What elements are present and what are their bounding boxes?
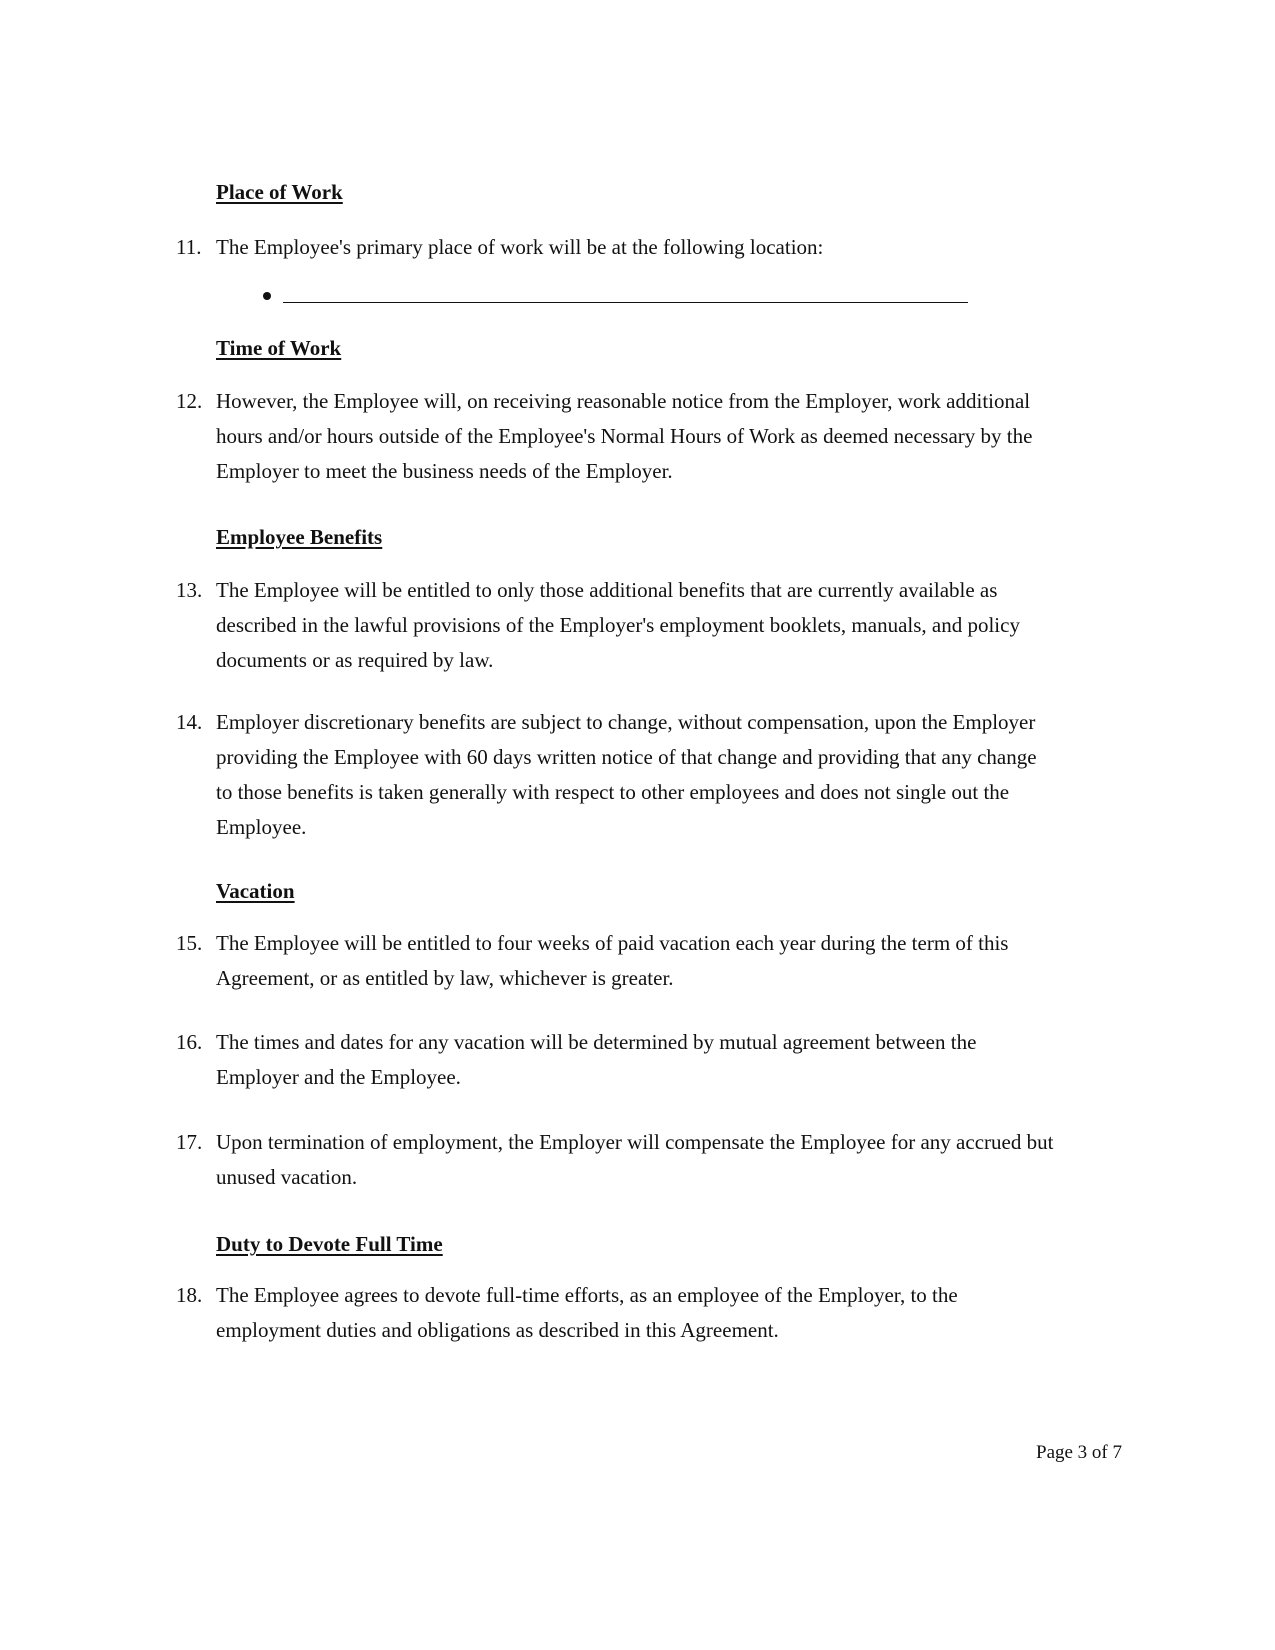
clause-text-line: documents or as required by law. bbox=[216, 648, 494, 672]
clause-text-line: providing the Employee with 60 days written notice of that change and providing that any change bbox=[216, 745, 1037, 769]
clause-12 bbox=[176, 384, 1136, 489]
clause-text-line: Employee. bbox=[216, 815, 307, 839]
clause-number: 13. bbox=[176, 578, 203, 602]
section-heading-duty-to-devote-full-time: Duty to Devote Full Time bbox=[216, 1232, 443, 1256]
clause-14 bbox=[176, 705, 1136, 845]
section-heading-time-of-work: Time of Work bbox=[216, 336, 342, 360]
clause-number: 14. bbox=[176, 710, 203, 734]
blank-underline bbox=[283, 302, 968, 303]
clause-number: 17. bbox=[176, 1130, 203, 1154]
clause-15 bbox=[176, 926, 1136, 996]
clause-number: 18. bbox=[176, 1283, 203, 1307]
clause-16 bbox=[176, 1025, 1136, 1095]
clause-18 bbox=[176, 1278, 1136, 1348]
section-heading-employee-benefits: Employee Benefits bbox=[216, 525, 383, 549]
clause-text-line: Agreement, or as entitled by law, whichever is greater. bbox=[216, 966, 674, 990]
clause-text: The Employee agrees to devote full-time efforts, as an employee of the Employer, to the bbox=[216, 1283, 958, 1307]
clause-text-line: described in the lawful provisions of the Employer's employment booklets, manuals, and policy bbox=[216, 613, 1020, 637]
clause-text-line: Employer to meet the business needs of the Employer. bbox=[216, 459, 673, 483]
clause-text: However, the Employee will, on receiving reasonable notice from the Employer, work additional bbox=[216, 389, 1031, 413]
clause-number: 15. bbox=[176, 931, 203, 955]
section-heading-vacation: Vacation bbox=[216, 879, 295, 903]
clause-11 bbox=[176, 230, 1136, 265]
clause-number: 11. bbox=[176, 235, 202, 259]
clause-text-line: employment duties and obligations as described in this Agreement. bbox=[216, 1318, 779, 1342]
clause-text-line: Employer and the Employee. bbox=[216, 1065, 461, 1089]
clause-17 bbox=[176, 1125, 1136, 1195]
clause-text: The Employee's primary place of work will be at the following location: bbox=[216, 235, 824, 259]
clause-text: Upon termination of employment, the Employer will compensate the Employee for any accrued but bbox=[216, 1130, 1054, 1154]
location-blank-field bbox=[263, 284, 968, 308]
clause-text-line: to those benefits is taken generally with respect to other employees and does not single out the bbox=[216, 780, 1010, 804]
clause-text: Employer discretionary benefits are subject to change, without compensation, upon the Employer bbox=[216, 710, 1036, 734]
page-number: Page 3 of 7 bbox=[1036, 1442, 1123, 1463]
clause-text: The Employee will be entitled to four weeks of paid vacation each year during the term of this bbox=[216, 931, 1009, 955]
clause-text: The times and dates for any vacation will be determined by mutual agreement between the bbox=[216, 1030, 977, 1054]
section-heading-place-of-work: Place of Work bbox=[216, 180, 343, 204]
clause-13 bbox=[176, 573, 1136, 678]
bullet-icon bbox=[263, 292, 271, 300]
clause-text: The Employee will be entitled to only those additional benefits that are currently available as bbox=[216, 578, 998, 602]
clause-number: 16. bbox=[176, 1030, 203, 1054]
clause-text-line: unused vacation. bbox=[216, 1165, 358, 1189]
clause-text-line: hours and/or hours outside of the Employee's Normal Hours of Work as deemed necessary by the bbox=[216, 424, 1033, 448]
clause-number: 12. bbox=[176, 389, 203, 413]
